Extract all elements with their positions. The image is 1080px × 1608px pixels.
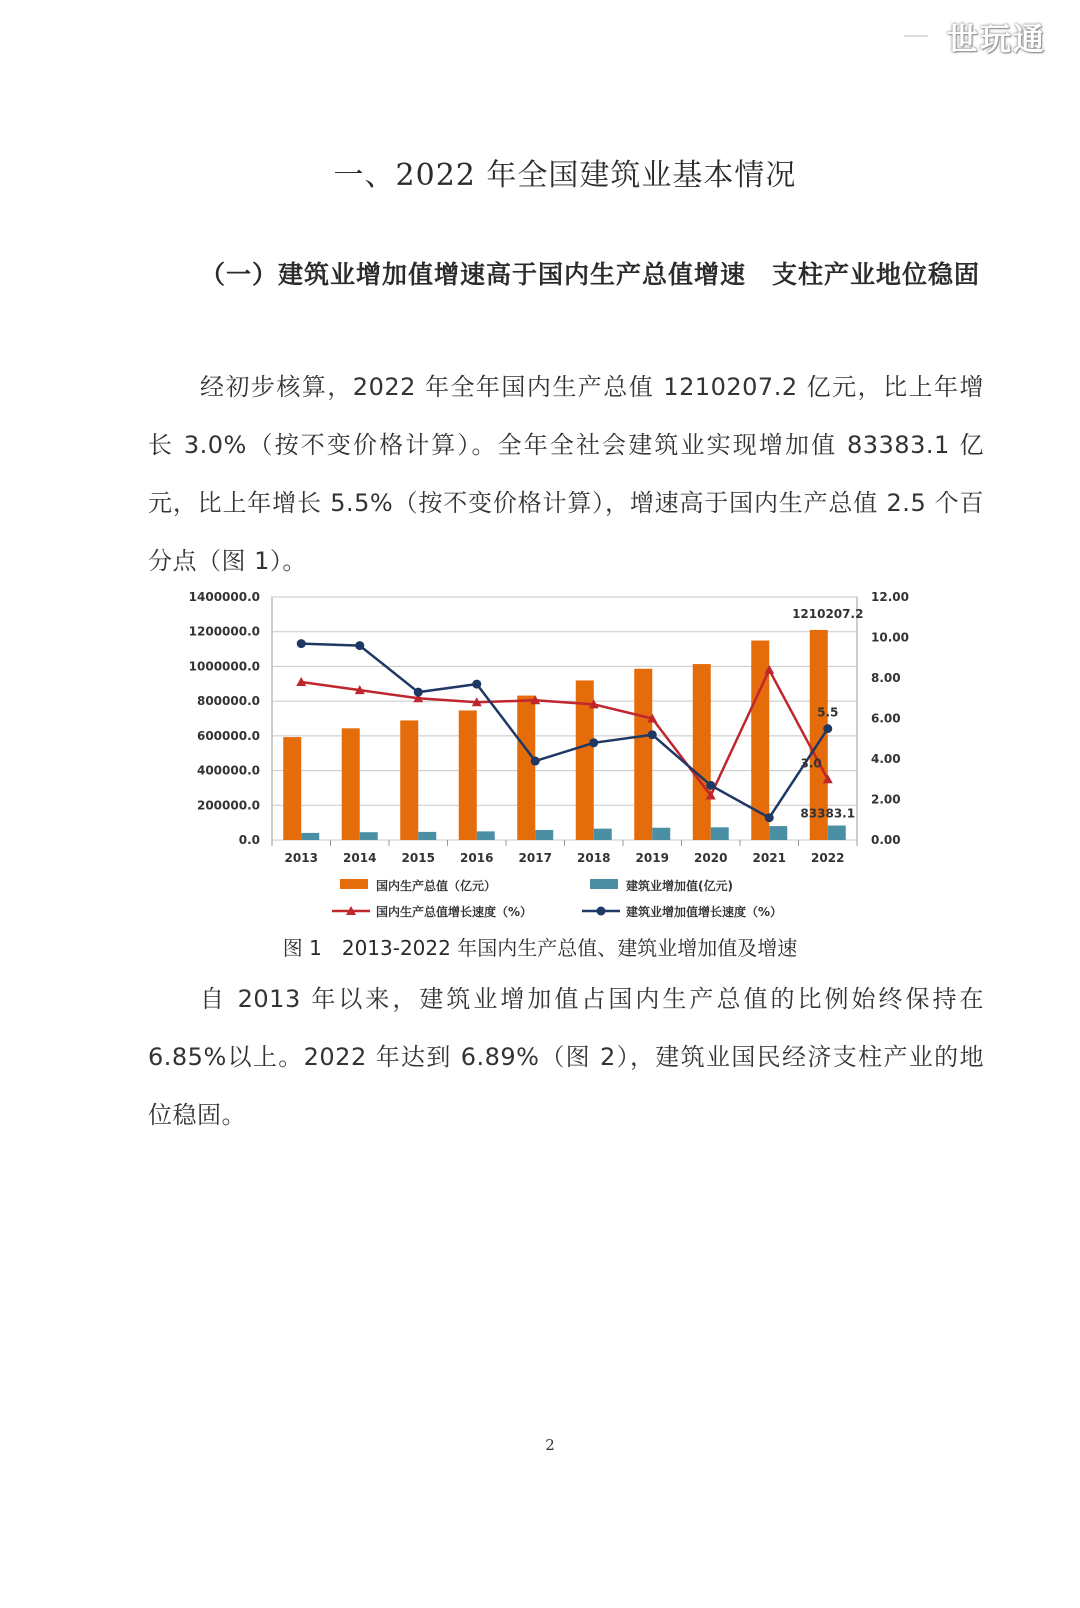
bar-construction (711, 827, 729, 840)
x-tick-label: 2018 (577, 851, 611, 865)
page-title: 一、2022 年全国建筑业基本情况 (333, 158, 797, 193)
point-construction-growth (765, 813, 774, 822)
y-left-tick-label: 1200000.0 (188, 624, 260, 639)
y-right-tick-label: 4.00 (871, 752, 901, 766)
x-tick-label: 2022 (811, 851, 845, 865)
y-left-tick-label: 800000.0 (196, 694, 260, 709)
legend-label: 国内生产总值（亿元） (376, 879, 497, 893)
data-label: 1210207.2 (792, 606, 864, 621)
y-right-tick-label: 0.00 (871, 833, 901, 847)
y-right-tick-label: 6.00 (871, 711, 901, 726)
bar-construction (360, 832, 378, 840)
bar-gdp (517, 696, 535, 840)
bar-gdp (634, 669, 652, 840)
bar-construction (477, 831, 495, 840)
bar-construction (301, 833, 319, 840)
watermark-dash (904, 35, 928, 37)
bar-gdp (400, 720, 418, 840)
y-left-tick-label: 600000.0 (196, 728, 260, 743)
bar-gdp (342, 728, 360, 840)
bar-construction (535, 830, 553, 840)
y-left-tick-label: 1000000.0 (188, 659, 260, 674)
legend-label: 建筑业增加值(亿元) (626, 879, 733, 893)
chart-bars (283, 630, 846, 840)
point-construction-growth (648, 730, 657, 739)
y-right-tick-label: 12.00 (871, 590, 909, 604)
x-tick-label: 2013 (284, 851, 318, 865)
point-construction-growth (589, 738, 598, 747)
section-heading: （一）建筑业增加值增速高于国内生产总值增速 支柱产业地位稳固 (200, 260, 981, 289)
y-left-tick-label: 200000.0 (196, 798, 260, 813)
point-construction-growth (355, 641, 364, 650)
bar-gdp (459, 710, 477, 840)
page-number: 2 (545, 1436, 555, 1454)
line-series-construction-growth (301, 644, 828, 818)
y-right-tick-label: 10.00 (871, 630, 909, 645)
x-tick-label: 2021 (752, 851, 786, 865)
point-construction-growth (472, 680, 481, 689)
y-right-tick-label: 8.00 (871, 671, 901, 685)
y-left-tick-label: 1400000.0 (188, 590, 260, 604)
x-tick-label: 2015 (401, 851, 435, 865)
x-tick-label: 2020 (694, 851, 728, 865)
bar-construction (594, 829, 612, 840)
legend-swatch (340, 879, 368, 889)
legend-label: 建筑业增加值增长速度（%） (626, 905, 783, 919)
figure-1-chart (180, 585, 920, 935)
data-label: 3.0 (800, 756, 822, 771)
y-left-tick-label: 400000.0 (196, 763, 260, 778)
x-tick-label: 2014 (343, 851, 377, 865)
data-label: 5.5 (817, 705, 839, 720)
bar-construction (418, 832, 436, 840)
point-construction-growth (531, 757, 540, 766)
legend-marker (597, 907, 606, 916)
point-construction-growth (414, 688, 423, 697)
bar-construction (652, 828, 670, 840)
point-construction-growth (297, 639, 306, 648)
paragraph-2: 自 2013 年以来，建筑业增加值占国内生产总值的比例始终保持在 6.85%以上。2022 年达到 6.89%（图 2），建筑业国民经济支柱产业的地位稳固。 (148, 985, 984, 1129)
watermark-logo: 世玩通 (947, 22, 1046, 58)
legend-label: 国内生产总值增长速度（%） (376, 905, 533, 919)
chart-svg (180, 585, 920, 935)
bar-construction (769, 826, 787, 840)
paragraph-1: 经初步核算，2022 年全年国内生产总值 1210207.2 亿元，比上年增长 3.0%（按不变价格计算）。全年全社会建筑业实现增加值 83383.1 亿元，比上年增长 5.5%（按不变价格计算），增速高于国内生产总值 2.5 个百分点（图 1）。 (148, 373, 984, 575)
x-tick-label: 2016 (460, 851, 494, 865)
point-construction-growth (706, 781, 715, 790)
bar-construction (828, 826, 846, 840)
bar-gdp (283, 737, 301, 840)
x-tick-label: 2019 (635, 851, 669, 865)
y-left-tick-label: 0.0 (238, 833, 260, 847)
x-tick-label: 2017 (518, 851, 552, 865)
line-series-gdp-growth (301, 670, 828, 796)
chart-legend (332, 878, 782, 919)
data-label: 83383.1 (800, 806, 856, 821)
legend-swatch (590, 879, 618, 889)
point-construction-growth (823, 724, 832, 733)
y-right-tick-label: 2.00 (871, 792, 901, 807)
bar-gdp (693, 664, 711, 840)
figure-caption: 图 1 2013-2022 年国内生产总值、建筑业增加值及增速 (282, 936, 798, 960)
